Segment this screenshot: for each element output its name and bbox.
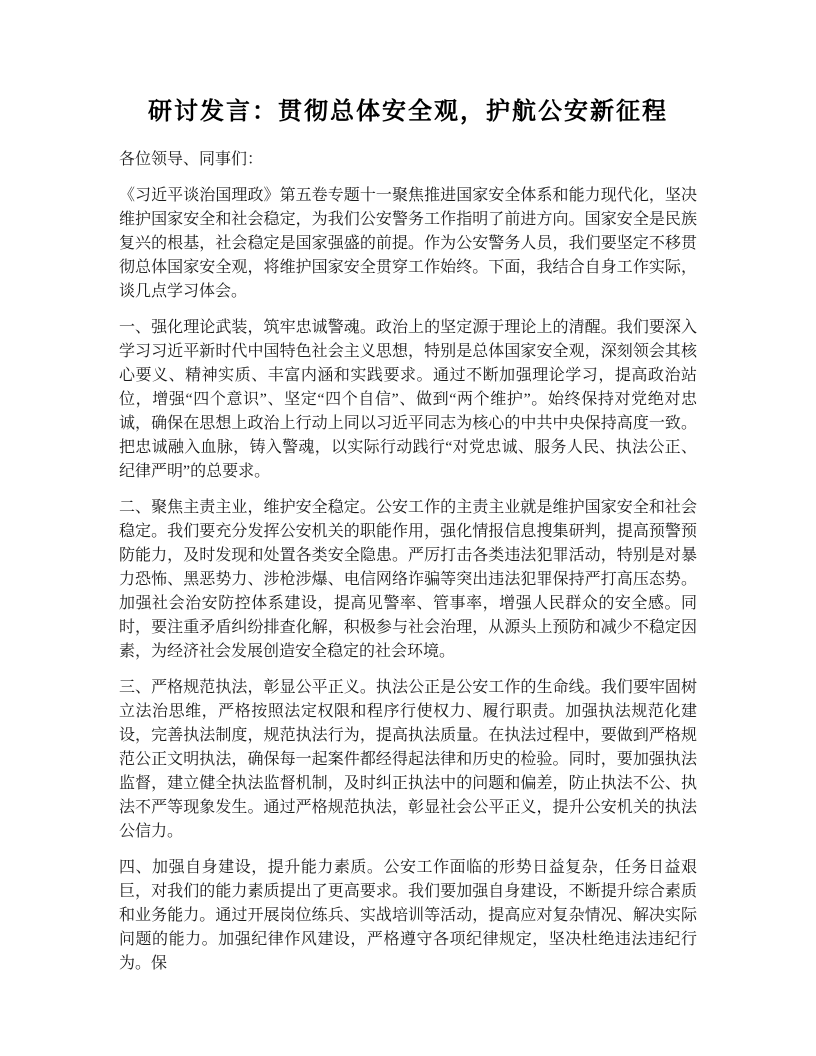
- document-title: 研讨发言：贯彻总体安全观，护航公安新征程: [148, 99, 668, 125]
- greeting-line: 各位领导、同事们：: [119, 151, 264, 168]
- paragraph-intro: 《习近平谈治国理政》第五卷专题十一聚焦推进国家安全体系和能力现代化，坚决维护国家安全和社会稳定，为我们公安警务工作指明了前进方向。国家安全是民族复兴的根基，社会稳定是国家强盛的前提。作为公安警务人员，我们要坚定不移贯彻总体国家安全观，将维护国家安全贯穿工作始终。下面，我结合自身工作实际，谈几点学习体会。: [119, 187, 697, 300]
- paragraph-section-3: 三、严格规范执法，彰显公平正义。执法公正是公安工作的生命线。我们要牢固树立法治思维，严格按照法定权限和程序行使权力、履行职责。加强执法规范化建设，完善执法制度，规范执法行为，提高执法质量。在执法过程中，要做到严格规范公正文明执法，确保每一起案件都经得起法律和历史的检验。同时，要加强执法监督，建立健全执法监督机制，及时纠正执法中的问题和偏差，防止执法不公、执法不严等现象发生。通过严格规范执法，彰显社会公平正义，提升公安机关的执法公信力。: [119, 679, 697, 840]
- paragraph-section-1: 一、强化理论武装，筑牢忠诚警魂。政治上的坚定源于理论上的清醒。我们要深入学习习近平新时代中国特色社会主义思想，特别是总体国家安全观，深刻领会其核心要义、精神实质、丰富内涵和实践要求。通过不断加强理论学习，提高政治站位，增强“四个意识”、坚定“四个自信”、做到“两个维护”。始终保持对党绝对忠诚，确保在思想上政治上行动上同以习近平同志为核心的中共中央保持高度一致。把忠诚融入血脉，铸入警魂，以实际行动践行“对党忠诚、服务人民、执法公正、纪律严明”的总要求。: [119, 319, 697, 480]
- paragraph-section-2: 二、聚焦主责主业，维护安全稳定。公安工作的主责主业就是维护国家安全和社会稳定。我们要充分发挥公安机关的职能作用，强化情报信息搜集研判，提高预警预防能力，及时发现和处置各类安全隐患。严厉打击各类违法犯罪活动，特别是对暴力恐怖、黑恶势力、涉枪涉爆、电信网络诈骗等突出违法犯罪保持严打高压态势。加强社会治安防控体系建设，提高见警率、管事率，增强人民群众的安全感。同时，要注重矛盾纠纷排查化解，积极参与社会治理，从源头上预防和减少不稳定因素，为经济社会发展创造安全稳定的社会环境。: [119, 499, 697, 660]
- paragraph-section-4: 四、加强自身建设，提升能力素质。公安工作面临的形势日益复杂，任务日益艰巨，对我们的能力素质提出了更高要求。我们要加强自身建设，不断提升综合素质和业务能力。通过开展岗位练兵、实战培训等活动，提高应对复杂情况、解决实际问题的能力。加强纪律作风建设，严格遵守各项纪律规定，坚决杜绝违法违纪行为。保: [119, 859, 697, 972]
